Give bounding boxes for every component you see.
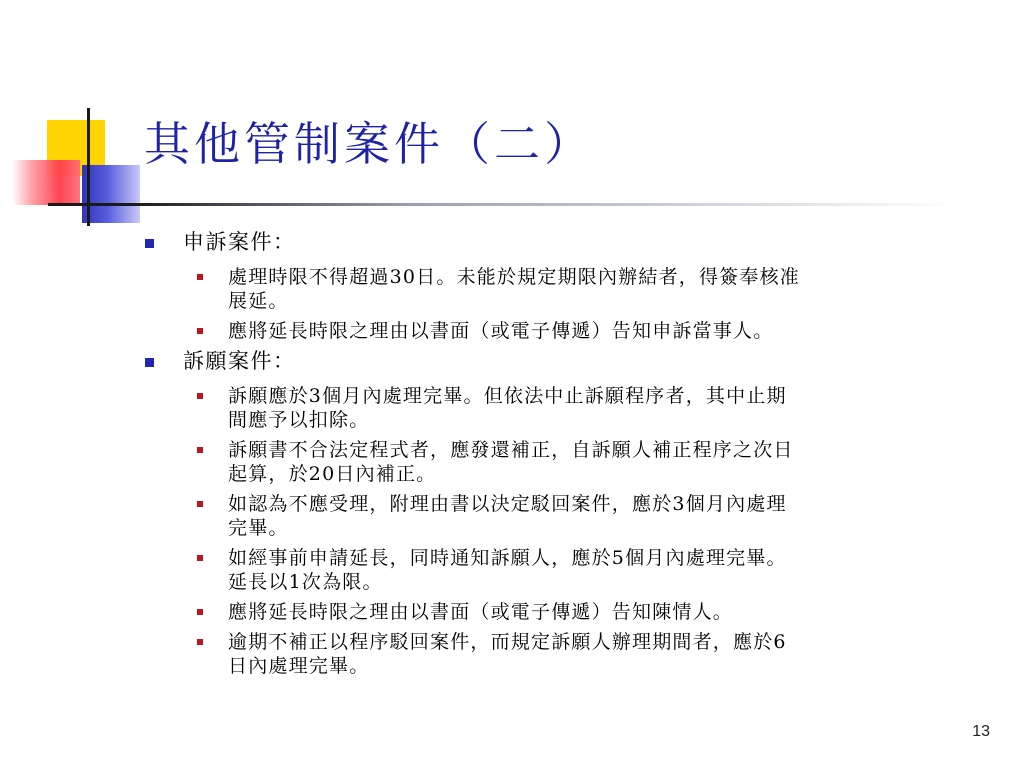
square-bullet-icon <box>197 328 203 334</box>
section-heading-appeal <box>183 348 296 375</box>
list-item <box>228 492 948 540</box>
list-item-line: 如認為不應受理，附理由書以決定駁回案件，應於3個月內處理 <box>228 493 787 515</box>
slide-title: 其他管制案件（二） <box>144 117 594 171</box>
square-bullet-icon <box>197 555 203 561</box>
square-bullet-icon <box>197 639 203 645</box>
square-bullet-icon <box>197 609 203 615</box>
list-item-line: 應將延長時限之理由以書面（或電子傳遞）告知陳情人。 <box>228 601 734 623</box>
list-item-line: 起算，於20日內補正。 <box>228 463 437 485</box>
list-item <box>228 438 948 486</box>
section-heading-text: 申訴案件： <box>183 230 296 254</box>
list-item <box>228 546 948 594</box>
list-item <box>228 630 948 678</box>
page-number: 13 <box>972 723 990 740</box>
list-item-line: 展延。 <box>228 290 289 312</box>
list-item-line: 日內處理完畢。 <box>228 655 370 677</box>
square-bullet-icon <box>197 274 203 280</box>
list-item <box>228 600 948 624</box>
list-item-line: 間應予以扣除。 <box>228 409 370 431</box>
list-item-line: 訴願書不合法定程式者，應發還補正，自訴願人補正程序之次日 <box>228 439 794 461</box>
list-item-line: 逾期不補正以程序駁回案件，而規定訴願人辦理期間者，應於6 <box>228 631 787 653</box>
square-bullet-icon <box>197 393 203 399</box>
list-item-line: 完畢。 <box>228 517 289 539</box>
list-item-line: 應將延長時限之理由以書面（或電子傳遞）告知申訴當事人。 <box>228 320 774 342</box>
square-bullet-icon <box>145 239 154 248</box>
list-item-line: 訴願應於3個月內處理完畢。但依法中止訴願程序者，其中止期 <box>228 385 787 407</box>
list-item-line: 如經事前申請延長，同時通知訴願人，應於5個月內處理完畢。 <box>228 547 787 569</box>
list-item <box>228 384 948 432</box>
square-bullet-icon <box>197 447 203 453</box>
list-item-line: 處理時限不得超過30日。未能於規定期限內辦結者，得簽奉核准 <box>228 266 800 288</box>
section-heading-complaint <box>183 229 296 256</box>
square-bullet-icon <box>145 358 154 367</box>
section-heading-text: 訴願案件： <box>183 349 296 373</box>
list-item <box>228 265 948 313</box>
square-bullet-icon <box>197 501 203 507</box>
list-item <box>228 319 948 343</box>
list-item-line: 延長以1次為限。 <box>228 571 383 593</box>
